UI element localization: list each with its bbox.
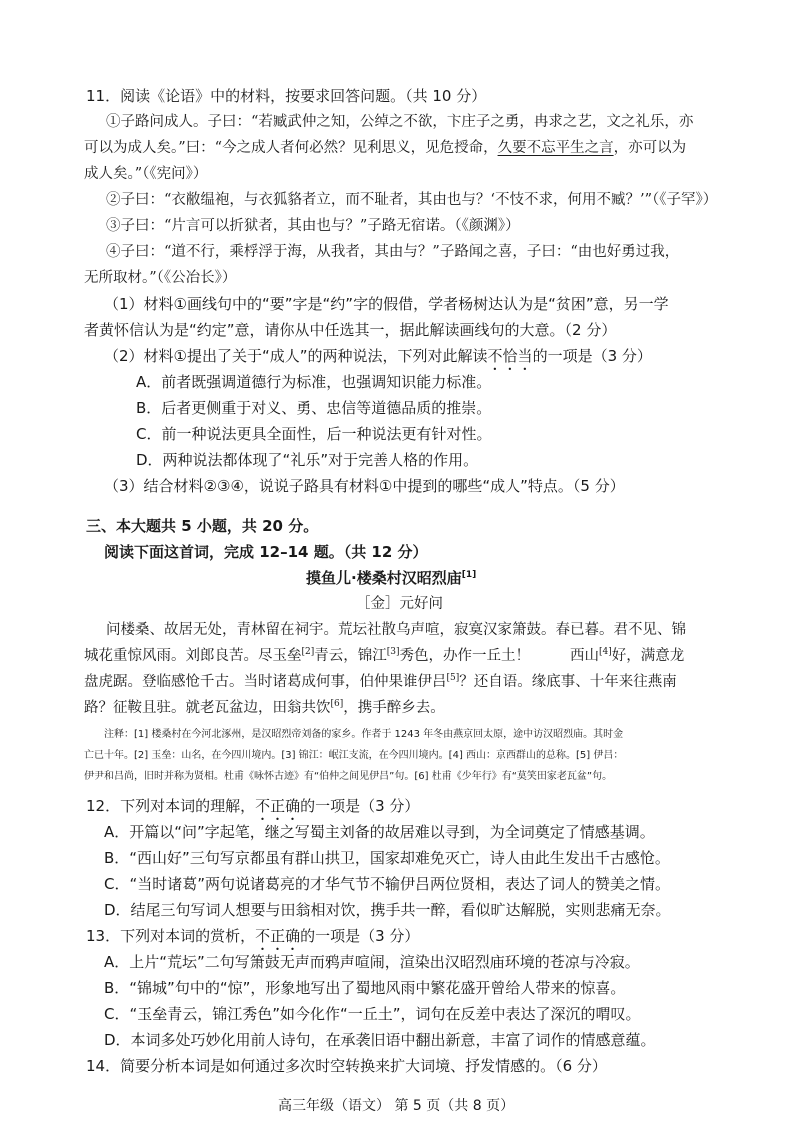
poem-title-text: 摸鱼儿·楼桑村汉昭烈庙 xyxy=(306,569,462,587)
q11-sub1-line1: （1）材料①画线句中的“要”字是“约”字的假借，学者杨树达认为是“贫困”意，另一学 xyxy=(104,295,669,313)
q11-material-4-line2: 无所取材。”（《公冶长》） xyxy=(84,270,237,286)
q14-heading: 14．简要分析本词是如何通过多次时空转换来扩大词境、抒发情感的。（6 分） xyxy=(86,1057,607,1075)
q12-heading xyxy=(86,796,419,824)
q12-text: 12．下列对本词的理解， xyxy=(86,797,256,815)
q11-material-1-line2 xyxy=(84,138,686,158)
poem-line-1: 问楼桑、故居无处，青林留在祠宇。荒坛社散乌声喧，寂寞汉家箫鼓。春已暮。君不见、锦 xyxy=(106,622,686,638)
page-footer: 高三年级（语文） 第 5 页（共 8 页） xyxy=(278,1098,515,1114)
q11-material-2: ②子曰：“衣敝缊袍，与衣狐貉者立，而不耻者，其由也与？‘不忮不求，何用不臧？’”（《子罕》） xyxy=(106,192,718,208)
poem-notes-line1: 注释：[1] 楼桑村在今河北涿州，是汉昭烈帝刘备的家乡。作者于 1243 年冬由燕京回太原，途中访汉昭烈庙。其时金 xyxy=(104,729,624,740)
q12-option-c: C．“当时诸葛”两句说诸葛亮的才华气节不输伊吕两位贤相，表达了词人的赞美之情。 xyxy=(104,875,671,893)
footnote-marker: [6] xyxy=(330,699,344,709)
q11-sub3: （3）结合材料②③④，说说子路具有材料①中提到的哪些“成人”特点。（5 分） xyxy=(104,477,625,495)
poem-text: 西山 xyxy=(570,648,599,664)
q11-material-1-line3: 成人矣。”（《宪问》） xyxy=(84,166,208,182)
poem-text: 盘虎踞。登临感怆千古。当时诸葛成何事，伯仲果谁伊吕 xyxy=(84,674,447,690)
q11-heading: 11．阅读《论语》中的材料，按要求回答问题。（共 10 分） xyxy=(86,87,487,105)
material-1-text: 可以为成人矣。”曰：“今之成人者何必然？见利思义，见危授命， xyxy=(84,140,498,156)
q11-material-4-line1: ④子曰：“道不行，乘桴浮于海，从我者，其由与？”子路闻之喜，子曰：“由也好勇过我， xyxy=(106,244,680,260)
poem-text: 好，满意龙 xyxy=(611,648,685,664)
q13-text: 的一项是（3 分） xyxy=(300,927,420,945)
poem-author: ［金］元好问 xyxy=(356,596,443,612)
q12-text: 的一项是（3 分） xyxy=(300,797,420,815)
sub2-text: （2）材料①提出了关于“成人”的两种说法，下列对此解读 xyxy=(104,347,488,365)
q11-material-3: ③子曰：“片言可以折狱者，其由也与？”子路无宿诺。（《颜渊》） xyxy=(106,218,520,234)
poem-text: 城花重惊风雨。刘郎良苦。尽玉垒 xyxy=(84,648,302,664)
footnote-marker: [1] xyxy=(461,570,477,580)
emphasis-dotted-text: 不恰当 xyxy=(487,347,533,365)
q11-option-a: A．前者既强调道德行为标准，也强调知识能力标准。 xyxy=(136,373,492,391)
q11-material-1-line1: ①子路问成人。子曰：“若臧武仲之知，公绰之不欲，卞庄子之勇，冉求之艺，文之礼乐，亦 xyxy=(106,114,694,130)
emphasis-dotted-text: 不正确 xyxy=(255,797,301,815)
poem-line-4 xyxy=(84,698,445,718)
poem-line-3 xyxy=(84,672,677,692)
q13-heading xyxy=(86,926,419,954)
footnote-marker: [5] xyxy=(446,673,460,683)
footnote-marker: [2] xyxy=(301,647,315,657)
material-1-text: ，亦可以为 xyxy=(613,140,687,156)
q11-option-d: D．两种说法都体现了“礼乐”对于完善人格的作用。 xyxy=(136,451,479,469)
q13-text: 13．下列对本词的赏析， xyxy=(86,927,256,945)
section-3-heading: 三、本大题共 5 小题，共 20 分。 xyxy=(86,517,319,535)
footnote-marker: [3] xyxy=(386,647,400,657)
poem-notes-line2: 亡已十年。[2] 玉垒：山名，在今四川境内。[3] 锦江：岷江支流，在今四川境内。[4] 西山：京西群山的总称。[5] 伊吕： xyxy=(84,750,624,761)
poem-text: 秀色，办作一丘土！ xyxy=(399,648,530,664)
q11-sub2 xyxy=(104,346,652,374)
emphasis-dotted-text: 不正确 xyxy=(255,927,301,945)
footnote-marker: [4] xyxy=(599,647,612,657)
underlined-sentence: 久要不忘平生之言 xyxy=(497,140,614,156)
section-3-intro: 阅读下面这首词，完成 12–14 题。（共 12 分） xyxy=(104,543,428,561)
q13-option-a: A．上片“荒坛”二句写箫鼓无声而鸦声喧闹，渲染出汉昭烈庙环境的苍凉与冷寂。 xyxy=(104,953,640,971)
q13-option-c: C．“玉垒青云，锦江秀色”如今化作“一丘土”，词句在反差中表达了深沉的喟叹。 xyxy=(104,1005,641,1023)
poem-text: ，携手醉乡去。 xyxy=(343,700,445,716)
poem-notes-line3: 伊尹和吕尚，旧时并称为贤相。杜甫《咏怀古迹》有“伯仲之间见伊吕”句。[6] 杜甫《少年行》有“莫笑田家老瓦盆”句。 xyxy=(84,771,613,782)
q11-sub1-line2: 者黄怀信认为是“约定”意，请你从中任选其一，据此解读画线句的大意。（2 分） xyxy=(84,321,617,339)
q13-option-b: B．“锦城”句中的“惊”，形象地写出了蜀地风雨中繁花盛开曾给人带来的惊喜。 xyxy=(104,979,626,997)
poem-text: 路？征鞍且驻。就老瓦盆边，田翁共饮 xyxy=(84,700,331,716)
poem-text: ？还自语。缘底事、十年来往燕南 xyxy=(459,674,677,690)
q12-option-a: A．开篇以“问”字起笔，继之写蜀主刘备的故居难以寻到，为全词奠定了情感基调。 xyxy=(104,823,655,841)
poem-title xyxy=(306,568,476,588)
q12-option-d: D．结尾三句写词人想要与田翁相对饮，携手共一醉，看似旷达解脱，实则悲痛无奈。 xyxy=(104,901,671,919)
q12-option-b: B．“西山好”三句写京都虽有群山拱卫，国家却难免灭亡，诗人由此生发出千古感怆。 xyxy=(104,849,670,867)
q11-option-b: B．后者更侧重于对义、勇、忠信等道德品质的推崇。 xyxy=(136,399,492,417)
q13-option-d: D．本词多处巧妙化用前人诗句，在承袭旧语中翻出新意，丰富了词作的情感意蕴。 xyxy=(104,1031,656,1049)
poem-text: 青云，锦江 xyxy=(314,648,387,664)
sub2-text: 的一项是（3 分） xyxy=(532,347,652,365)
q11-option-c: C．前一种说法更具全面性，后一种说法更有针对性。 xyxy=(136,425,492,443)
poem-line-2 xyxy=(84,646,684,666)
